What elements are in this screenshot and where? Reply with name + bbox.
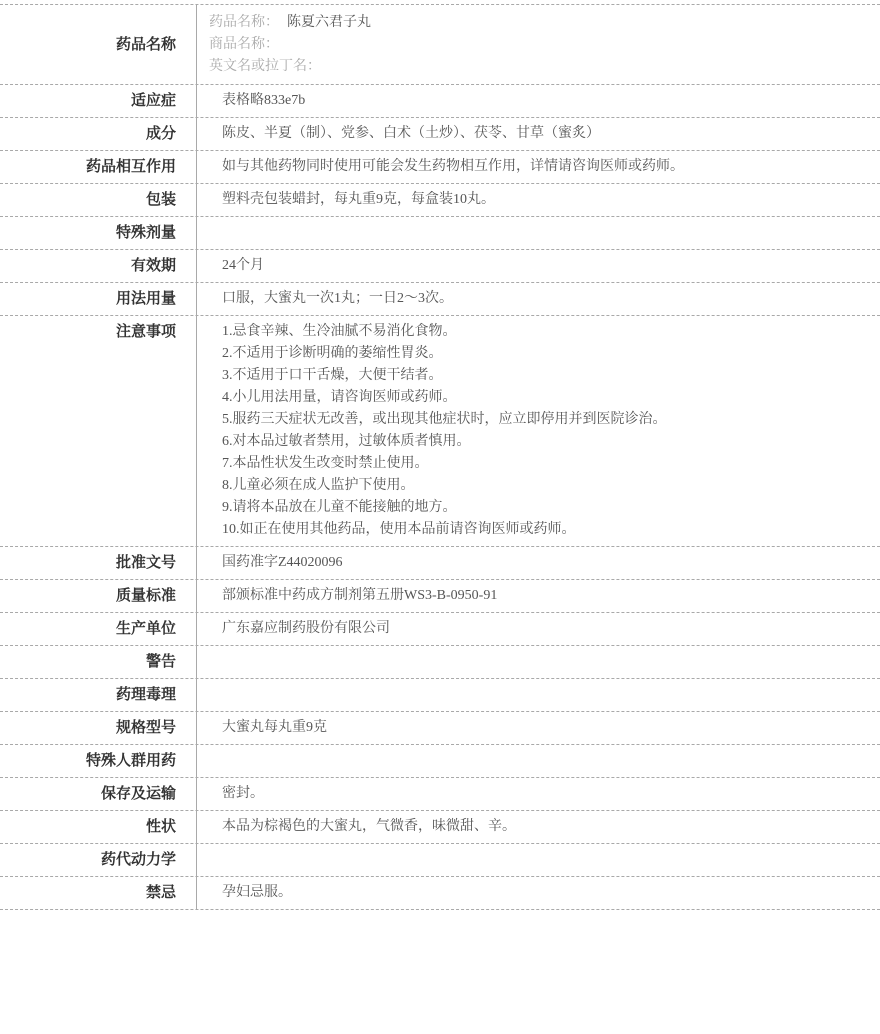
- row-label: 质量标准: [0, 580, 197, 612]
- row-value: [197, 316, 880, 546]
- table-row: [0, 217, 880, 250]
- value-line: 密封。: [222, 786, 264, 801]
- row-value: [197, 844, 880, 876]
- drug-info-table: [0, 4, 880, 910]
- table-row: [0, 646, 880, 679]
- table-row: [0, 85, 880, 118]
- row-label: 注意事项: [0, 316, 197, 546]
- field-key-trade-name: 商品名称：: [209, 36, 279, 52]
- row-label: 药品相互作用: [0, 151, 197, 183]
- row-label: 生产单位: [0, 613, 197, 645]
- value-line: 部颁标准中药成方制剂第五册WS3-B-0950-91: [222, 588, 498, 603]
- row-label: 性状: [0, 811, 197, 843]
- table-row-drug-name: [0, 5, 880, 85]
- value-line: 孕妇忌服。: [222, 885, 292, 900]
- table-row: [0, 151, 880, 184]
- value-line: 6.对本品过敏者禁用，过敏体质者慎用。: [222, 434, 471, 449]
- row-value: [197, 580, 880, 612]
- value-line: 2.不适用于诊断明确的萎缩性胃炎。: [222, 346, 443, 361]
- row-value: [197, 5, 880, 84]
- table-row: [0, 283, 880, 316]
- row-value: [197, 217, 880, 249]
- value-line: 大蜜丸每丸重9克: [222, 720, 327, 735]
- row-value: [197, 877, 880, 909]
- value-line: 24个月: [222, 258, 264, 273]
- row-label: 药品名称: [0, 5, 197, 84]
- row-value: [197, 151, 880, 183]
- value-line: 口服，大蜜丸一次1丸；一日2～3次。: [222, 291, 453, 306]
- row-label: 保存及运输: [0, 778, 197, 810]
- table-row: [0, 316, 880, 547]
- value-line: [209, 12, 870, 34]
- row-label: 成分: [0, 118, 197, 150]
- table-row: [0, 778, 880, 811]
- row-value: [197, 118, 880, 150]
- row-value: [197, 613, 880, 645]
- table-row: [0, 844, 880, 877]
- value-line: 4.小儿用法用量，请咨询医师或药师。: [222, 390, 457, 405]
- value-line: 国药准字Z44020096: [222, 555, 343, 570]
- table-row: [0, 118, 880, 151]
- value-line: 8.儿童必须在成人监护下使用。: [222, 478, 415, 493]
- row-value: [197, 679, 880, 711]
- row-value: [197, 184, 880, 216]
- row-value: [197, 811, 880, 843]
- value-line: 3.不适用于口干舌燥，大便干结者。: [222, 368, 443, 383]
- row-value: [197, 250, 880, 282]
- row-label: 包装: [0, 184, 197, 216]
- row-label: 特殊人群用药: [0, 745, 197, 777]
- value-line: 广东嘉应制药股份有限公司: [222, 621, 390, 636]
- value-line: [209, 34, 870, 56]
- value-line: 如与其他药物同时使用可能会发生药物相互作用，详情请咨询医师或药师。: [222, 159, 684, 174]
- row-label: 适应症: [0, 85, 197, 117]
- value-line: 9.请将本品放在儿童不能接触的地方。: [222, 500, 457, 515]
- value-line: 7.本品性状发生改变时禁止使用。: [222, 456, 429, 471]
- value-line: 塑料壳包装蜡封，每丸重9克，每盒装10丸。: [222, 192, 495, 207]
- row-value: [197, 283, 880, 315]
- value-line: [209, 56, 870, 78]
- rows-host: [0, 85, 880, 910]
- value-line: 5.服药三天症状无改善，或出现其他症状时，应立即停用并到医院诊治。: [222, 412, 667, 427]
- row-value: [197, 778, 880, 810]
- table-row: [0, 679, 880, 712]
- field-value-drug-name: 陈夏六君子丸: [287, 14, 371, 30]
- value-line: 10.如正在使用其他药品，使用本品前请咨询医师或药师。: [222, 522, 576, 537]
- row-value: [197, 547, 880, 579]
- field-key-drug-name: 药品名称：: [209, 14, 279, 30]
- row-label: 特殊剂量: [0, 217, 197, 249]
- row-value: [197, 712, 880, 744]
- value-line: 1.忌食辛辣、生冷油腻不易消化食物。: [222, 324, 457, 339]
- value-line: 本品为棕褐色的大蜜丸，气微香，味微甜、辛。: [222, 819, 516, 834]
- row-label: 有效期: [0, 250, 197, 282]
- row-label: 规格型号: [0, 712, 197, 744]
- value-line: 陈皮、半夏（制）、党参、白术（土炒）、茯苓、甘草（蜜炙）: [222, 126, 600, 141]
- table-row: [0, 712, 880, 745]
- table-row: [0, 877, 880, 910]
- row-value: [197, 646, 880, 678]
- row-label: 警告: [0, 646, 197, 678]
- table-row: [0, 745, 880, 778]
- row-label: 用法用量: [0, 283, 197, 315]
- row-label: 批准文号: [0, 547, 197, 579]
- table-row: [0, 184, 880, 217]
- row-value: [197, 745, 880, 777]
- row-label: 禁忌: [0, 877, 197, 909]
- table-row: [0, 580, 880, 613]
- row-label: 药代动力学: [0, 844, 197, 876]
- value-line: 表格略833e7b: [222, 93, 306, 108]
- table-row: [0, 250, 880, 283]
- table-row: [0, 811, 880, 844]
- table-row: [0, 547, 880, 580]
- row-value: [197, 85, 880, 117]
- row-label: 药理毒理: [0, 679, 197, 711]
- field-key-latin-name: 英文名或拉丁名：: [209, 58, 321, 74]
- table-row: [0, 613, 880, 646]
